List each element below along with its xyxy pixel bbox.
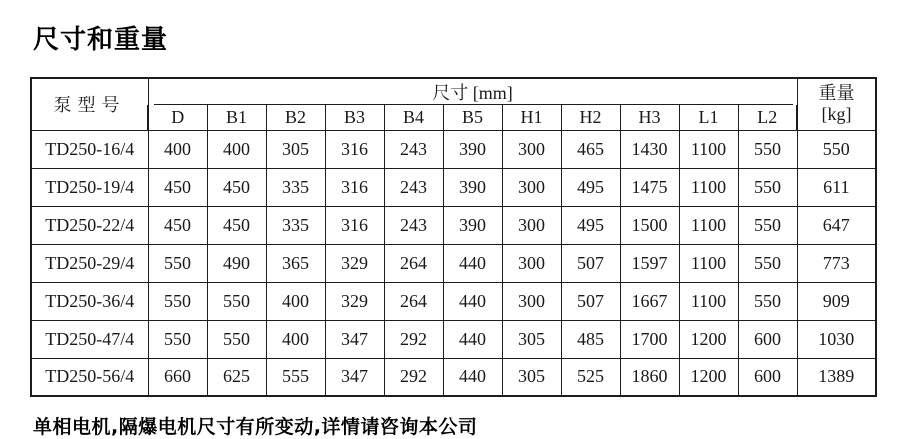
dimension-cell: 329 <box>325 282 384 320</box>
pump-model-cell: TD250-16/4 <box>31 130 148 168</box>
dimension-cell: 1430 <box>620 130 679 168</box>
dimension-cell: 400 <box>148 130 207 168</box>
column-header-h2: H2 <box>561 105 620 130</box>
weight-cell: 611 <box>797 168 876 206</box>
dimension-cell: 1700 <box>620 320 679 358</box>
dimension-cell: 525 <box>561 358 620 396</box>
pump-model-cell: TD250-19/4 <box>31 168 148 206</box>
dimension-cell: 400 <box>266 282 325 320</box>
pump-model-cell: TD250-56/4 <box>31 358 148 396</box>
weight-cell: 647 <box>797 206 876 244</box>
table-row <box>31 168 876 206</box>
dimension-cell: 550 <box>738 282 797 320</box>
dimension-cell: 1500 <box>620 206 679 244</box>
dimension-cell: 1200 <box>679 358 738 396</box>
column-header-pump-model: 泵型号 <box>31 78 148 130</box>
column-header-h3: H3 <box>620 105 679 130</box>
column-group-header-dimensions: 尺寸 [mm] <box>148 78 797 105</box>
dimension-cell: 1860 <box>620 358 679 396</box>
dimension-cell: 1100 <box>679 130 738 168</box>
column-header-b5: B5 <box>443 105 502 130</box>
dimension-cell: 335 <box>266 206 325 244</box>
weight-cell: 1030 <box>797 320 876 358</box>
dimension-cell: 550 <box>738 206 797 244</box>
dimension-cell: 490 <box>207 244 266 282</box>
dimension-cell: 365 <box>266 244 325 282</box>
dimension-cell: 440 <box>443 358 502 396</box>
dimension-cell: 316 <box>325 206 384 244</box>
column-header-d: D <box>148 105 207 130</box>
dimension-cell: 495 <box>561 168 620 206</box>
column-header-b3: B3 <box>325 105 384 130</box>
dimension-cell: 1100 <box>679 168 738 206</box>
dimension-cell: 495 <box>561 206 620 244</box>
dimension-cell: 550 <box>207 282 266 320</box>
dimension-cell: 300 <box>502 168 561 206</box>
header-row-dim-columns <box>31 105 876 130</box>
dimension-cell: 300 <box>502 206 561 244</box>
dimension-cell: 440 <box>443 320 502 358</box>
column-header-l1: L1 <box>679 105 738 130</box>
dimension-cell: 1597 <box>620 244 679 282</box>
dimension-cell: 305 <box>502 320 561 358</box>
table-row <box>31 320 876 358</box>
dimensions-weight-table <box>30 77 877 397</box>
dimension-cell: 625 <box>207 358 266 396</box>
dimension-cell: 390 <box>443 206 502 244</box>
dimension-cell: 550 <box>148 244 207 282</box>
dimension-cell: 316 <box>325 168 384 206</box>
weight-header-line2: [kg] <box>821 104 852 125</box>
dimension-cell: 292 <box>384 320 443 358</box>
dimension-cell: 450 <box>148 168 207 206</box>
dimension-cell: 550 <box>148 282 207 320</box>
weight-cell: 773 <box>797 244 876 282</box>
dimension-cell: 390 <box>443 168 502 206</box>
dimension-cell: 1200 <box>679 320 738 358</box>
dimension-cell: 400 <box>207 130 266 168</box>
dimension-cell: 329 <box>325 244 384 282</box>
dimension-cell: 600 <box>738 320 797 358</box>
dimension-cell: 347 <box>325 358 384 396</box>
dimension-cell: 485 <box>561 320 620 358</box>
footnote-text: 单相电机,隔爆电机尺寸有所变动,详情请咨询本公司 <box>33 416 478 438</box>
dimension-cell: 335 <box>266 168 325 206</box>
pump-model-cell: TD250-47/4 <box>31 320 148 358</box>
dimension-cell: 440 <box>443 244 502 282</box>
dimension-cell: 243 <box>384 130 443 168</box>
weight-header-line1: 重量 <box>818 82 855 103</box>
dimension-cell: 243 <box>384 206 443 244</box>
dimension-cell: 550 <box>738 130 797 168</box>
dimension-cell: 390 <box>443 130 502 168</box>
column-header-b4: B4 <box>384 105 443 130</box>
dimension-cell: 465 <box>561 130 620 168</box>
dimension-cell: 1100 <box>679 244 738 282</box>
table-row <box>31 244 876 282</box>
dimension-cell: 292 <box>384 358 443 396</box>
weight-cell: 909 <box>797 282 876 320</box>
column-header-weight <box>797 78 876 130</box>
weight-cell: 550 <box>797 130 876 168</box>
dimension-cell: 550 <box>207 320 266 358</box>
dimension-cell: 300 <box>502 130 561 168</box>
dimension-cell: 450 <box>207 206 266 244</box>
dimension-cell: 550 <box>738 244 797 282</box>
dimension-cell: 264 <box>384 244 443 282</box>
weight-cell: 1389 <box>797 358 876 396</box>
dimension-cell: 1667 <box>620 282 679 320</box>
dimension-cell: 450 <box>148 206 207 244</box>
dimension-cell: 550 <box>738 168 797 206</box>
dimension-cell: 400 <box>266 320 325 358</box>
table-body <box>31 130 876 396</box>
dimension-cell: 507 <box>561 282 620 320</box>
dimension-cell: 264 <box>384 282 443 320</box>
dimension-cell: 555 <box>266 358 325 396</box>
dimension-cell: 1475 <box>620 168 679 206</box>
table-header <box>31 78 876 130</box>
datasheet-page <box>0 19 900 439</box>
column-header-b2: B2 <box>266 105 325 130</box>
dimension-cell: 507 <box>561 244 620 282</box>
pump-model-cell: TD250-22/4 <box>31 206 148 244</box>
table-row <box>31 130 876 168</box>
column-header-l2: L2 <box>738 105 797 130</box>
dimension-cell: 660 <box>148 358 207 396</box>
dimension-cell: 550 <box>148 320 207 358</box>
dimension-cell: 300 <box>502 282 561 320</box>
table-row <box>31 358 876 396</box>
pump-model-cell: TD250-29/4 <box>31 244 148 282</box>
table-row <box>31 282 876 320</box>
column-header-b1: B1 <box>207 105 266 130</box>
dimension-cell: 305 <box>502 358 561 396</box>
dimension-cell: 347 <box>325 320 384 358</box>
dimension-cell: 440 <box>443 282 502 320</box>
dimension-cell: 1100 <box>679 282 738 320</box>
dimension-cell: 1100 <box>679 206 738 244</box>
column-header-h1: H1 <box>502 105 561 130</box>
header-row-group <box>31 78 876 105</box>
dimension-cell: 300 <box>502 244 561 282</box>
pump-model-cell: TD250-36/4 <box>31 282 148 320</box>
page-title: 尺寸和重量 <box>33 25 169 55</box>
dimension-cell: 243 <box>384 168 443 206</box>
table-row <box>31 206 876 244</box>
dimension-cell: 305 <box>266 130 325 168</box>
dimension-cell: 600 <box>738 358 797 396</box>
dimension-cell: 450 <box>207 168 266 206</box>
dimension-cell: 316 <box>325 130 384 168</box>
